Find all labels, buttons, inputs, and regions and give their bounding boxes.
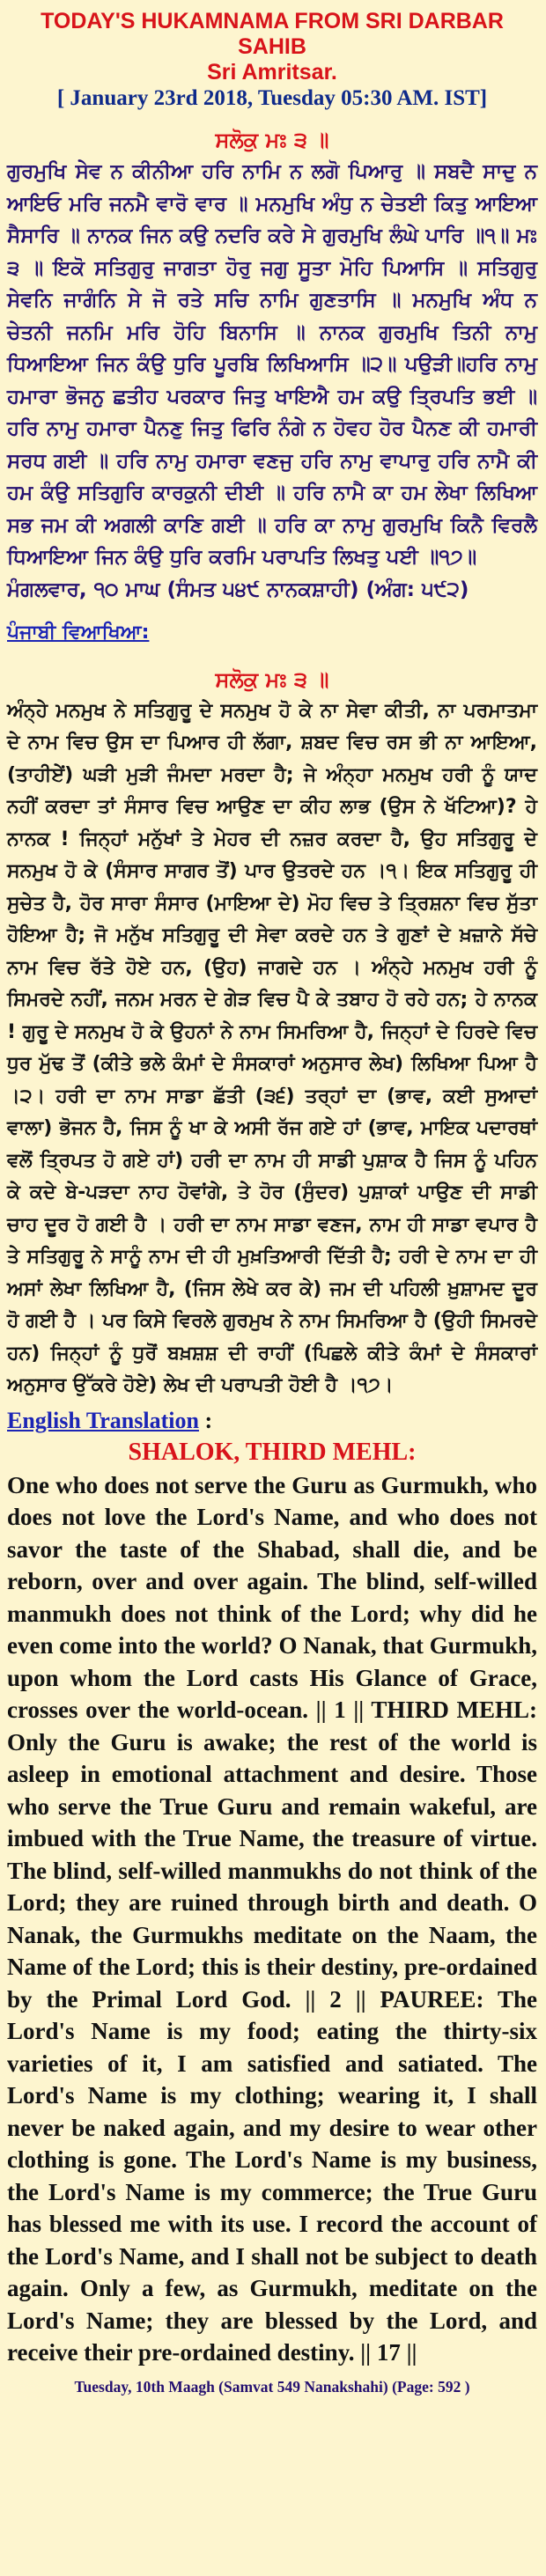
- english-translation-heading: [7, 1406, 537, 1436]
- gurbani-heading: ਸਲੋਕੁ ਮਃ ੩ ॥: [215, 128, 329, 152]
- punjabi-vyakhya-label: ਪੰਜਾਬੀ ਵਿਆਖਿਆ:: [7, 621, 150, 644]
- date-line: [ January 23rd 2018, Tuesday 05:30 AM. IST]: [56, 86, 488, 110]
- title-line-2: Sri Amritsar.: [207, 60, 337, 85]
- footer-date: Tuesday, 10th Maagh (Samvat 549 Nanakshahi) (Page: 592 ): [74, 2377, 470, 2396]
- gurbani-text: ਗੁਰਮੁਖਿ ਸੇਵ ਨ ਕੀਨੀਆ ਹਰਿ ਨਾਮਿ ਨ ਲਗੋ ਪਿਆਰੁ ॥ ਸਬਦੈ ਸਾਦੁ ਨ ਆਇਓ ਮਰਿ ਜਨਮੈ ਵਾਰੋ ਵਾਰ ॥ ਮਨਮੁਖਿ ਅੰਧੁ ਨ ਚੇਤਈ ਕਿਤੁ ਆਇਆ ਸੈਸਾਰਿ ॥ ਨਾਨਕ ਜਿਨ ਕਉ ਨਦਰਿ ਕਰੇ ਸੇ ਗੁਰਮੁਖਿ ਲੰਘੇ ਪਾਰਿ ॥੧॥ ਮਃ ੩ ॥ ਇਕੋ ਸਤਿਗੁਰੁ ਜਾਗਤਾ ਹੋਰੁ ਜਗੁ ਸੂਤਾ ਮੋਹਿ ਪਿਆਸਿ ॥ ਸਤਿਗੁਰੁ ਸੇਵਨਿ ਜਾਗੰਨਿ ਸੇ ਜੋ ਰਤੇ ਸਚਿ ਨਾਮਿ ਗੁਣਤਾਸਿ ॥ ਮਨਮੁਖਿ ਅੰਧ ਨ ਚੇਤਨੀ ਜਨਮਿ ਮਰਿ ਹੋਹਿ ਬਿਨਾਸਿ ॥ ਨਾਨਕ ਗੁਰਮੁਖਿ ਤਿਨੀ ਨਾਮੁ ਧਿਆਇਆ ਜਿਨ ਕੰਉ ਧੁਰਿ ਪੂਰਬਿ ਲਿਖਿਆਸਿ ॥੨॥ ਪਉੜੀ॥ਹਰਿ ਨਾਮੁ ਹਮਾਰਾ ਭੋਜਨੁ ਛਤੀਹ ਪਰਕਾਰ ਜਿਤੁ ਖਾਇਐ ਹਮ ਕਉ ਤ੍ਰਿਪਤਿ ਭਈ ॥ ਹਰਿ ਨਾਮੁ ਹਮਾਰਾ ਪੈਨਣੁ ਜਿਤੁ ਫਿਰਿ ਨੰਗੇ ਨ ਹੋਵਹ ਹੋਰ ਪੈਨਣ ਕੀ ਹਮਾਰੀ ਸਰਧ ਗਈ ॥ ਹਰਿ ਨਾਮੁ ਹਮਾਰਾ ਵਣਜੁ ਹਰਿ ਨਾਮੁ ਵਾਪਾਰੁ ਹਰਿ ਨਾਮੈ ਕੀ ਹਮ ਕੰਉ ਸਤਿਗੁਰਿ ਕਾਰਕੁਨੀ ਦੀਈ ॥ ਹਰਿ ਨਾਮੈ ਕਾ ਹਮ ਲੇਖਾ ਲਿਖਿਆ ਸਭ ਜਮ ਕੀ ਅਗਲੀ ਕਾਣਿ ਗਈ ॥ ਹਰਿ ਕਾ ਨਾਮੁ ਗੁਰਮੁਖਿ ਕਿਨੈ ਵਿਰਲੈ ਧਿਆਇਆ ਜਿਨ ਕੰਉ ਧੁਰਿ ਕਰਮਿ ਪਰਾਪਤਿ ਲਿਖਤੁ ਪਈ ॥੧੭॥: [7, 160, 537, 569]
- english-shalok-heading: SHALOK, THIRD MEHL:: [128, 1438, 417, 1466]
- vyakhya-heading: ਸਲੋਕੁ ਮਃ ੩ ॥: [215, 666, 329, 692]
- page-title: [7, 9, 537, 85]
- title-line-1: TODAY'S HUKAMNAMA FROM SRI DARBAR SAHIB: [41, 9, 504, 59]
- english-translation-label: English Translation: [7, 1407, 199, 1433]
- gurbani-date: ਮੰਗਲਵਾਰ, ੧੦ ਮਾਘ (ਸੰਮਤ ੫੪੯ ਨਾਨਕਸ਼ਾਹੀ) (ਅੰਗ: ੫੯੨): [7, 578, 469, 601]
- vyakhya-text: ਅੰਨ੍ਹੇ ਮਨਮੁਖ ਨੇ ਸਤਿਗੁਰੂ ਦੇ ਸਨਮੁਖ ਹੋ ਕੇ ਨਾ ਸੇਵਾ ਕੀਤੀ, ਨਾ ਪਰਮਾਤਮਾ ਦੇ ਨਾਮ ਵਿਚ ਉਸ ਦਾ ਪਿਆਰ ਹੀ ਲੱਗਾ, ਸ਼ਬਦ ਵਿਚ ਰਸ ਭੀ ਨਾ ਆਇਆ, (ਤਾਹੀਏਂ) ਘੜੀ ਮੁੜੀ ਜੰਮਦਾ ਮਰਦਾ ਹੈ; ਜੇ ਅੰਨ੍ਹਾ ਮਨਮੁਖ ਹਰੀ ਨੂੰ ਯਾਦ ਨਹੀਂ ਕਰਦਾ ਤਾਂ ਸੰਸਾਰ ਵਿਚ ਆਉਣ ਦਾ ਕੀਹ ਲਾਭ (ਉਸ ਨੇ ਖੱਟਿਆ)? ਹੇ ਨਾਨਕ ! ਜਿਨ੍ਹਾਂ ਮਨੁੱਖਾਂ ਤੇ ਮੇਹਰ ਦੀ ਨਜ਼ਰ ਕਰਦਾ ਹੈ, ਉਹ ਸਤਿਗੁਰੂ ਦੇ ਸਨਮੁਖ ਹੋ ਕੇ (ਸੰਸਾਰ ਸਾਗਰ ਤੋਂ) ਪਾਰ ਉਤਰਦੇ ਹਨ ।੧। ਇਕ ਸਤਿਗੁਰੂ ਹੀ ਸੁਚੇਤ ਹੈ, ਹੋਰ ਸਾਰਾ ਸੰਸਾਰ (ਮਾਇਆ ਦੇ) ਮੋਹ ਵਿਚ ਤੇ ਤ੍ਰਿਸ਼ਨਾ ਵਿਚ ਸੁੱਤਾ ਹੋਇਆ ਹੈ; ਜੋ ਮਨੁੱਖ ਸਤਿਗੁਰੂ ਦੀ ਸੇਵਾ ਕਰਦੇ ਹਨ ਤੇ ਗੁਣਾਂ ਦੇ ਖ਼ਜ਼ਾਨੇ ਸੱਚੇ ਨਾਮ ਵਿਚ ਰੱਤੇ ਹੋਏ ਹਨ, (ਉਹ) ਜਾਗਦੇ ਹਨ । ਅੰਨ੍ਹੇ ਮਨਮੁਖ ਹਰੀ ਨੂੰ ਸਿਮਰਦੇ ਨਹੀਂ, ਜਨਮ ਮਰਨ ਦੇ ਗੇੜ ਵਿਚ ਪੈ ਕੇ ਤਬਾਹ ਹੋ ਰਹੇ ਹਨ; ਹੇ ਨਾਨਕ ! ਗੁਰੂ ਦੇ ਸਨਮੁਖ ਹੋ ਕੇ ਉਹਨਾਂ ਨੇ ਨਾਮ ਸਿਮਰਿਆ ਹੈ, ਜਿਨ੍ਹਾਂ ਦੇ ਹਿਰਦੇ ਵਿਚ ਧੁਰ ਮੁੱਢ ਤੋਂ (ਕੀਤੇ ਭਲੇ ਕੰਮਾਂ ਦੇ ਸੰਸਕਾਰਾਂ ਅਨੁਸਾਰ ਲੇਖ) ਲਿਖਿਆ ਪਿਆ ਹੈ ।੨। ਹਰੀ ਦਾ ਨਾਮ ਸਾਡਾ ਛੱਤੀ (੩੬) ਤਰ੍ਹਾਂ ਦਾ (ਭਾਵ, ਕਈ ਸੁਆਦਾਂ ਵਾਲਾ) ਭੋਜਨ ਹੈ, ਜਿਸ ਨੂੰ ਖਾ ਕੇ ਅਸੀ ਰੱਜ ਗਏ ਹਾਂ (ਭਾਵ, ਮਾਇਕ ਪਦਾਰਥਾਂ ਵਲੋਂ ਤ੍ਰਿਪਤ ਹੋ ਗਏ ਹਾਂ) ਹਰੀ ਦਾ ਨਾਮ ਹੀ ਸਾਡੀ ਪੁਸ਼ਾਕ ਹੈ ਜਿਸ ਨੂੰ ਪਹਿਨ ਕੇ ਕਦੇ ਬੇ-ਪੜਦਾ ਨਾਹ ਹੋਵਾਂਗੇ, ਤੇ ਹੋਰ (ਸੁੰਦਰ) ਪੁਸ਼ਾਕਾਂ ਪਾਉਣ ਦੀ ਸਾਡੀ ਚਾਹ ਦੂਰ ਹੋ ਗਈ ਹੈ । ਹਰੀ ਦਾ ਨਾਮ ਸਾਡਾ ਵਣਜ, ਨਾਮ ਹੀ ਸਾਡਾ ਵਪਾਰ ਹੈ ਤੇ ਸਤਿਗੁਰੂ ਨੇ ਸਾਨੂੰ ਨਾਮ ਦੀ ਹੀ ਮੁਖ਼ਤਿਆਰੀ ਦਿੱਤੀ ਹੈ; ਹਰੀ ਦੇ ਨਾਮ ਦਾ ਹੀ ਅਸਾਂ ਲੇਖਾ ਲਿਖਿਆ ਹੈ, (ਜਿਸ ਲੇਖੇ ਕਰ ਕੇ) ਜਮ ਦੀ ਪਹਿਲੀ ਖ਼ੁਸ਼ਾਮਦ ਦੂਰ ਹੋ ਗਈ ਹੈ । ਪਰ ਕਿਸੇ ਵਿਰਲੇ ਗੁਰਮੁਖ ਨੇ ਨਾਮ ਸਿਮਰਿਆ ਹੈ (ਉਹੀ ਸਿਮਰਦੇ ਹਨ) ਜਿਨ੍ਹਾਂ ਨੂੰ ਧੁਰੋਂ ਬਖ਼ਸ਼ਸ਼ ਦੀ ਰਾਹੀਂ (ਪਿਛਲੇ ਕੀਤੇ ਕੰਮਾਂ ਦੇ ਸੰਸਕਾਰਾਂ ਅਨੁਸਾਰ ਉੱਕਰੇ ਹੋਏ) ਲੇਖ ਦੀ ਪਰਾਪਤੀ ਹੋਈ ਹੈ ।੧੭।: [7, 699, 537, 1396]
- english-translation-colon: :: [198, 1407, 213, 1433]
- english-text: One who does not serve the Guru as Gurmukh, who does not love the Lord's Name, and who does not savor the taste of the Shabad, shall die, and be reborn, over and over again. The blind, self-willed manmukh does not think of the Lord; why did he even come into the world? O Nanak, that Gurmukh, upon whom the Lord casts His Glance of Grace, crosses over the world-ocean. || 1 || THIRD MEHL: Only the Guru is awake; the rest of the world is asleep in emotional attachment and desire. Those who serve the True Guru and remain wakeful, are imbued with the True Name, the treasure of virtue. The blind, self-willed manmukhs do not think of the Lord; they are ruined through birth and death. O Nanak, the Gurmukhs meditate on the Naam, the Name of the Lord; this is their destiny, pre-ordained by the Primal Lord God. || 2 || PAUREE: The Lord's Name is my food; eating the thirty-six varieties of it, I am satisfied and satiated. The Lord's Name is my clothing; wearing it, I shall never be naked again, and my desire to wear other clothing is gone. The Lord's Name is my business, the Lord's Name is my commerce; the True Guru has blessed me with its use. I record the account of the Lord's Name, and I shall not be subject to death again. Only a few, as Gurmukh, meditate on the Lord's Name; they are blessed by the Lord, and receive their pre-ordained destiny. || 17 ||: [7, 1471, 537, 2366]
